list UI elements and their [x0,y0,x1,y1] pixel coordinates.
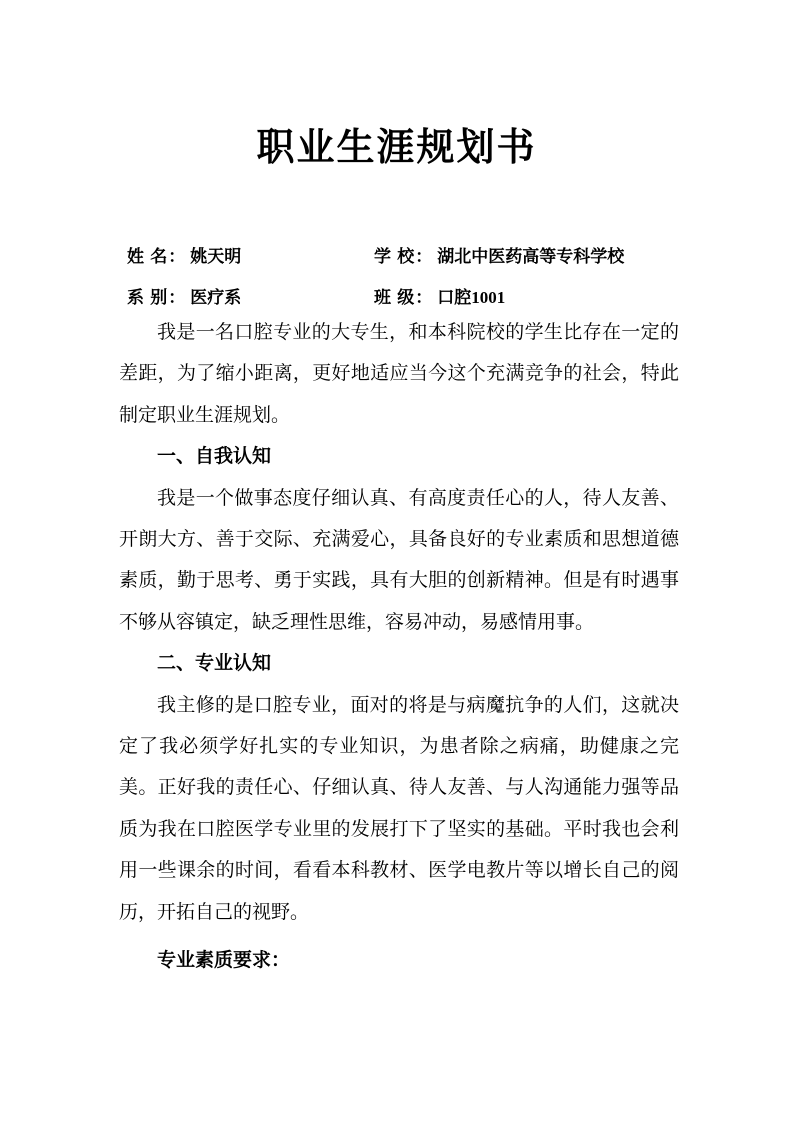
intro-paragraph: 我是一名口腔专业的大专生，和本科院校的学生比存在一定的差距，为了缩小距离，更好地适应当今这个充满竞争的社会，特此制定职业生涯规划。 [119,322,679,426]
name-label: 姓 名： [127,247,187,266]
school-value: 湖北中医药高等专科学校 [437,247,625,266]
name-value: 姚天明 [190,247,242,266]
section-heading-professional-awareness: 二、专业认知 [157,653,272,675]
student-info [127,236,687,318]
school-label: 学 校： [374,247,434,266]
info-row-1 [127,236,687,277]
department-value: 医疗系 [190,288,242,307]
document-title: 职业生涯规划书 [256,127,537,169]
section-text-self-awareness: 我是一个做事态度仔细认真、有高度责任心的人，待人友善、开朗大方、善于交际、充满爱心，具备良好的专业素质和思想道德素质，勤于思考、勇于实践，具有大胆的创新精神。但是有时遇事不够从容镇定，缺乏理性思维，容易冲动，易感情用事。 [119,487,679,633]
section-heading-professional-quality-requirements: 专业素质要求： [157,950,291,972]
name-field [127,236,374,277]
class-label: 班 级： [374,288,434,307]
school-field [374,236,687,277]
section-heading-self-awareness: 一、自我认知 [157,446,272,468]
class-value: 口腔1001 [437,288,506,307]
document-body [119,312,679,982]
department-label: 系 别： [127,288,187,307]
section-text-professional-awareness: 我主修的是口腔专业，面对的将是与病魔抗争的人们，这就决定了我必须学好扎实的专业知识，为患者除之病痛，助健康之完美。正好我的责任心、仔细认真、待人友善、与人沟通能力强等品质为我在口腔医学专业里的发展打下了坚实的基础。平时我也会利用一些课余的时间，看看本科教材、医学电教片等以增长自己的阅历，开拓自己的视野。 [119,694,679,923]
